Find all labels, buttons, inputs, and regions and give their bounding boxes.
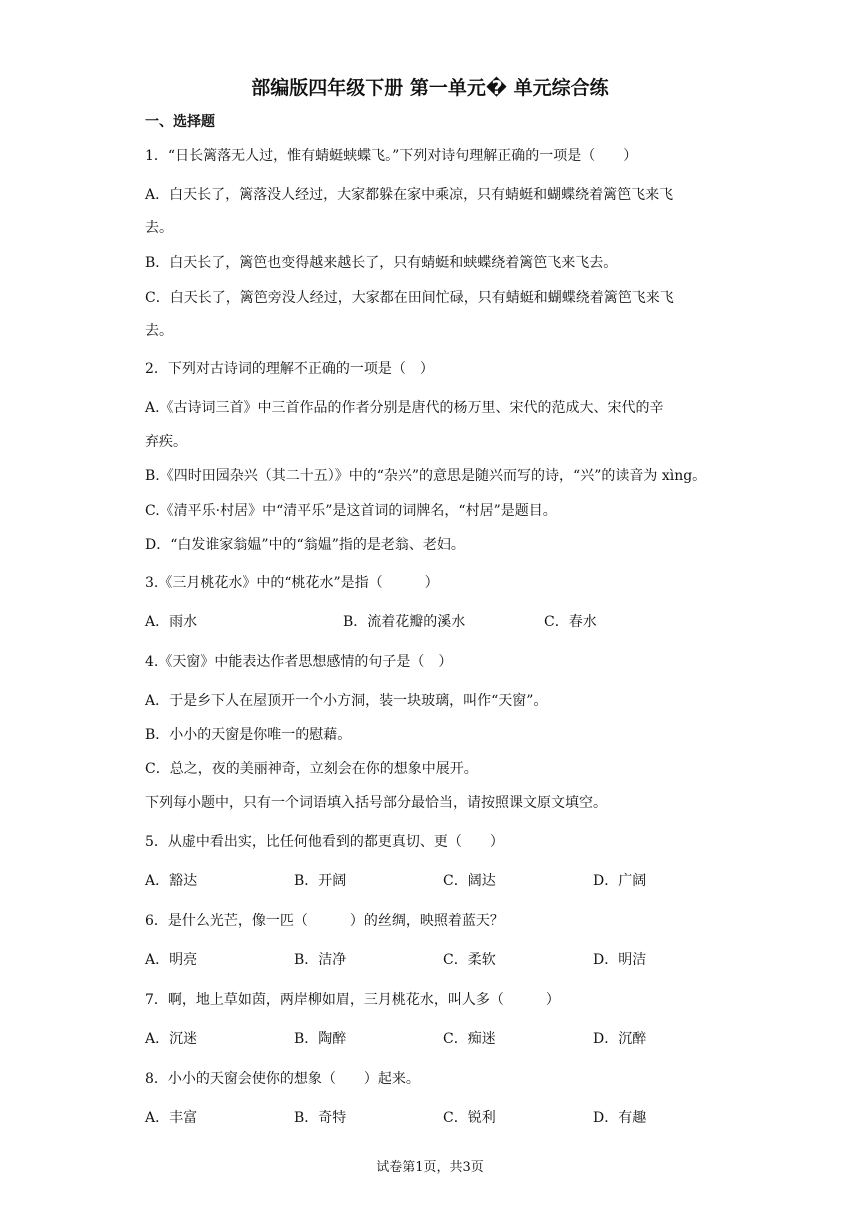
q1-option-a-cont: 去。: [145, 220, 173, 236]
q2-option-d: D．“白发谁家翁媪”中的“翁媪”指的是老翁、老妇。: [145, 537, 465, 553]
q2-option-a-cont: 弃疾。: [145, 434, 187, 450]
q6-option-a: A．明亮: [145, 952, 198, 968]
section-heading: 一、选择题: [145, 114, 215, 130]
q4-stem: 4.《天窗》中能表达作者思想感情的句子是（ ）: [145, 654, 453, 670]
q2-option-c: C.《清平乐·村居》中“清平乐”是这首词的词牌名，“村居”是题目。: [145, 503, 557, 519]
q7-option-b: B．陶醉: [294, 1031, 347, 1047]
q1-option-c-cont: 去。: [145, 323, 173, 339]
q8-stem: 8．小小的天窗会使你的想象（ ）起来。: [145, 1071, 420, 1087]
instruction: 下列每小题中，只有一个词语填入括号部分最恰当，请按照课文原文填空。: [145, 795, 607, 811]
q6-stem: 6．是什么光芒，像一匹（ ）的丝绸，映照着蓝天？: [145, 913, 504, 929]
q6-option-d: D．明洁: [593, 952, 647, 968]
q5-option-c: C．阔达: [443, 873, 496, 889]
q3-option-b: B．流着花瓣的溪水: [343, 614, 466, 630]
q7-option-c: C．痴迷: [443, 1031, 496, 1047]
q1-option-b: B．白天长了，篱笆也变得越来越长了，只有蜻蜓和蛱蝶绕着篱笆飞来飞去。: [145, 255, 618, 271]
q5-option-a: A．豁达: [145, 873, 198, 889]
q8-option-a: A．丰富: [145, 1110, 198, 1126]
q1-stem: 1．“日长篱落无人过，惟有蜻蜓蛱蝶飞。”下列对诗句理解正确的一项是（ ）: [145, 148, 638, 164]
q7-option-a: A．沉迷: [145, 1031, 198, 1047]
q1-option-a: A．白天长了，篱落没人经过，大家都躲在家中乘凉，只有蜻蜓和蝴蝶绕着篱笆飞来飞: [145, 187, 674, 203]
q5-option-d: D．广阔: [593, 873, 647, 889]
q6-option-c: C．柔软: [443, 952, 496, 968]
q2-option-a: A.《古诗词三首》中三首作品的作者分别是唐代的杨万里、宋代的范成大、宋代的辛: [145, 400, 664, 416]
q8-option-b: B．奇特: [294, 1110, 347, 1126]
page-footer: 试卷第1页，共3页: [376, 1160, 484, 1175]
q3-stem: 3.《三月桃花水》中的“桃花水”是指（ ）: [145, 575, 439, 591]
q5-option-b: B．开阔: [294, 873, 347, 889]
q2-option-b: B.《四时田园杂兴（其二十五）》中的“杂兴”的意思是随兴而写的诗，“兴”的读音为 xìng。: [145, 468, 707, 484]
q7-option-d: D．沉醉: [593, 1031, 647, 1047]
page-title: 部编版四年级下册 第一单元� 单元综合练: [251, 77, 609, 99]
q6-option-b: B．洁净: [294, 952, 347, 968]
q7-stem: 7．啊，地上草如茵，两岸柳如眉，三月桃花水，叫人多（ ）: [145, 992, 560, 1008]
q3-option-a: A．雨水: [145, 614, 198, 630]
q1-option-c: C．白天长了，篱笆旁没人经过，大家都在田间忙碌，只有蜻蜓和蝴蝶绕着篱笆飞来飞: [145, 290, 674, 306]
q3-option-c: C．春水: [544, 614, 597, 630]
q2-stem: 2．下列对古诗词的理解不正确的一项是（ ）: [145, 361, 434, 377]
q5-stem: 5．从虚中看出实，比任何他看到的都更真切、更（ ）: [145, 834, 504, 850]
q8-option-d: D．有趣: [593, 1110, 647, 1126]
q4-option-c: C．总之，夜的美丽神奇，立刻会在你的想象中展开。: [145, 761, 478, 777]
q4-option-a: A．于是乡下人在屋顶开一个小方洞，装一块玻璃，叫作“天窗”。: [145, 693, 548, 709]
q8-option-c: C．锐利: [443, 1110, 496, 1126]
q4-option-b: B．小小的天窗是你唯一的慰藉。: [145, 727, 352, 743]
